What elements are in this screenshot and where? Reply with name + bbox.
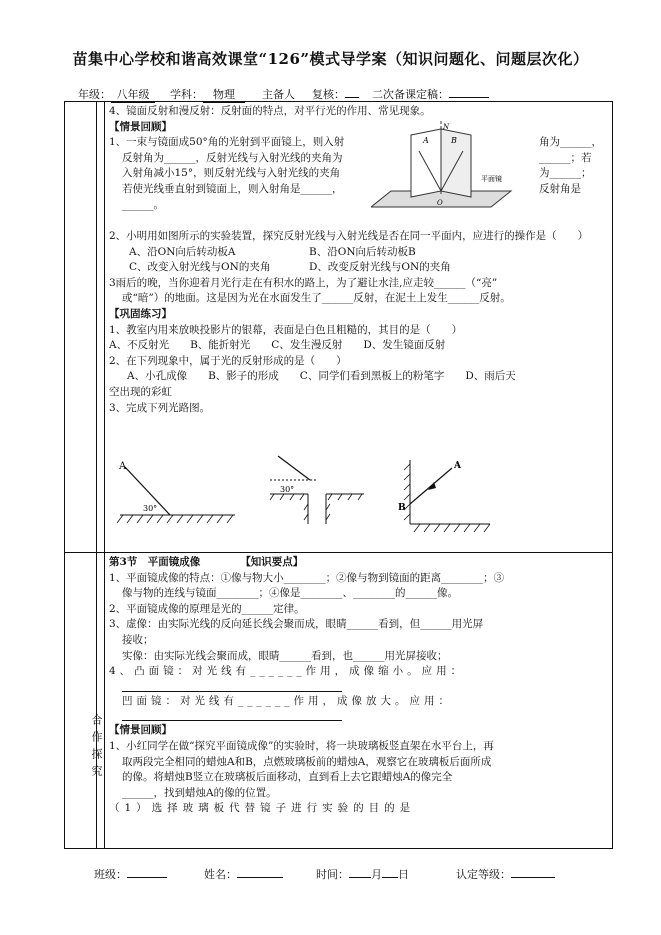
section2-heading: 第3节 平面镜成像 <box>109 556 201 568</box>
time-label: 时间： <box>316 868 349 881</box>
k4-blank-2 <box>122 709 342 721</box>
svg-text:B: B <box>451 136 457 146</box>
knowledge-heading: 【知识要点】 <box>240 556 304 568</box>
q1-right-1: 角为______， <box>539 136 602 149</box>
svg-text:O: O <box>437 199 443 208</box>
q2-line: 2、小明用如图所示的实验装置，探究反射光线与入射光线是否在同一平面内，应进行的操作是（ ） <box>109 230 589 243</box>
q2-opt-c: C、改变入射光线与ON的夹角 <box>129 261 271 274</box>
mirror-label: 平面镜 <box>481 175 502 184</box>
p2-line: 2、在下列现象中，属于光的反射形成的是（ ） <box>109 354 347 367</box>
fig2-label-30: 30° <box>280 485 295 494</box>
day-label: 日 <box>398 868 409 881</box>
r1-line-2: 取两段完全相同的蜡烛A和B，点燃玻璃板前的蜡烛A，观察它在玻璃板后面所成 <box>122 755 492 768</box>
p1-line: 1、教室内用来放映投影片的银幕，表面是白色且粗糙的，其目的是（ ） <box>109 323 463 336</box>
k4-blank-1 <box>122 680 342 692</box>
review-label: 复核： <box>312 88 345 101</box>
k3-line-2: 接收； <box>122 633 154 646</box>
q1-right-4: 反射角是 <box>539 182 581 195</box>
p3-line: 3、完成下列光路图。 <box>109 401 211 414</box>
worksheet-table <box>64 101 613 849</box>
q2-opt-b: B、沿ON向后转动板B <box>309 245 416 258</box>
name-blank <box>237 877 283 878</box>
q1-line-5: ______。 <box>122 198 164 211</box>
section-2 <box>109 555 609 817</box>
mirror-experiment-figure <box>371 121 531 213</box>
intro-line: 4、镜面反射和漫反射：反射面的特点，对平行光的作用、常见现象。 <box>109 105 431 117</box>
p2-tail: 空出现的彩虹 <box>109 385 172 398</box>
fig1-label-a: A <box>119 461 127 472</box>
review-heading: 【情景回顾】 <box>109 120 172 133</box>
q1-line-3: 入射角减小15°，则反射光线与入射光线的夹角 <box>122 167 341 180</box>
level-label: 认定等级： <box>456 868 511 881</box>
q1-right-3: 为______； <box>539 167 592 180</box>
k1-line-2: 像与物的连线与镜面________；④像是________、________的______像。 <box>122 587 458 600</box>
subject-label: 学科： <box>170 88 203 101</box>
svg-text:A: A <box>423 136 429 146</box>
k4-line-1: 4、凸面镜：对光线有______作用，成像缩小。应用： <box>109 665 466 678</box>
review-blank <box>345 97 359 98</box>
section-divider <box>65 552 612 553</box>
light-path-figure-2 <box>260 452 370 532</box>
preparer-label: 主备人 <box>262 88 295 101</box>
practice-heading: 【巩固练习】 <box>109 307 172 320</box>
fig3-label-a: A <box>454 461 461 471</box>
footer-row <box>94 866 555 882</box>
day-blank <box>382 877 398 878</box>
subject-value: 物理 <box>203 86 245 103</box>
svg-text:N: N <box>443 123 450 132</box>
name-label: 姓名： <box>204 868 237 881</box>
level-blank <box>511 877 555 878</box>
k1-line-1: 1、平面镜成像的特点：①像与物大小________；②像与物到镜面的距离________；③ <box>109 571 505 584</box>
q2-options <box>109 245 609 276</box>
r1-line-5: （1）选择玻璃板代替镜子进行实验的目的是 <box>109 802 416 815</box>
month-label: 月 <box>371 868 382 881</box>
fig3-label-b: B <box>398 503 406 513</box>
light-path-figure-3 <box>390 454 500 534</box>
r1-line-3: 的像。将蜡烛B竖立在玻璃板后面移动，直到看上去它跟蜡烛A的像完全 <box>122 771 453 784</box>
q1-right-2: ______；若 <box>539 151 592 164</box>
q1-line-1: 1、一束与镜面成50°角的光射到平面镜上，则入射 <box>109 136 345 149</box>
r1-line-1: 1、小红同学在做“探究平面镜成像”的实验时，将一块玻璃板竖直架在水平台上，再 <box>109 739 494 752</box>
grade-value: 八年级 <box>111 86 155 103</box>
q2-opt-d: D、改变反射光线与ON的夹角 <box>309 261 451 274</box>
review-heading-2: 【情景回顾】 <box>109 724 172 737</box>
light-path-figure-1 <box>115 457 245 527</box>
second-blank <box>449 97 489 98</box>
p2-options: A、小孔成像 B、影子的形成 C、同学们看到黑板上的粉笔字 D、雨后天 <box>127 370 516 383</box>
q2-opt-a: A、沿ON向后转动板A <box>129 245 236 258</box>
grade-label: 年级： <box>78 88 111 101</box>
k3-line-3: 实像：由实际光线会聚而成，眼睛______看到，也______用光屏接收； <box>122 649 448 662</box>
class-label: 班级： <box>94 868 127 881</box>
q1-line-4: 若使光线垂直射到镜面上，则入射角是______， <box>122 182 343 195</box>
fig1-label-30: 30° <box>143 504 158 513</box>
side-label: 合作探究 <box>90 714 103 782</box>
k4-line-2: 凹面镜：对光线有______作用，成像放大。应用： <box>122 694 453 707</box>
page-title: 苗集中心学校和谐高效课堂“126”模式导学案（知识问题化、问题层次化） <box>72 50 589 68</box>
p1-options: A、不反射光 B、能折射光 C、发生漫反射 D、发生镜面反射 <box>109 339 446 352</box>
k2-line: 2、平面镜成像的原理是光的______定律。 <box>109 602 305 615</box>
second-label: 二次备课定稿： <box>372 88 449 101</box>
q3-line-1: 3雨后的晚，当你迎着月光行走在有积水的路上，为了避让水洼,应走较______（“亮” <box>109 276 498 289</box>
r1-line-4: ______，找到蜡烛A的像的位置。 <box>122 786 277 799</box>
month-blank <box>349 877 371 878</box>
k3-line-1: 3、虚像：由实际光线的反向延长线会聚而成，眼睛______看到，但______用光屏 <box>109 618 484 631</box>
q1-line-2: 反射角为______，反射光线与入射光线的夹角为 <box>122 151 343 164</box>
section2-heading-row <box>109 555 609 571</box>
section-1 <box>109 104 609 416</box>
q3-line-2: 或“暗”）的地面。这是因为光在水面发生了______反射，在泥土上发生______反射。 <box>122 292 511 305</box>
class-blank <box>127 877 167 878</box>
